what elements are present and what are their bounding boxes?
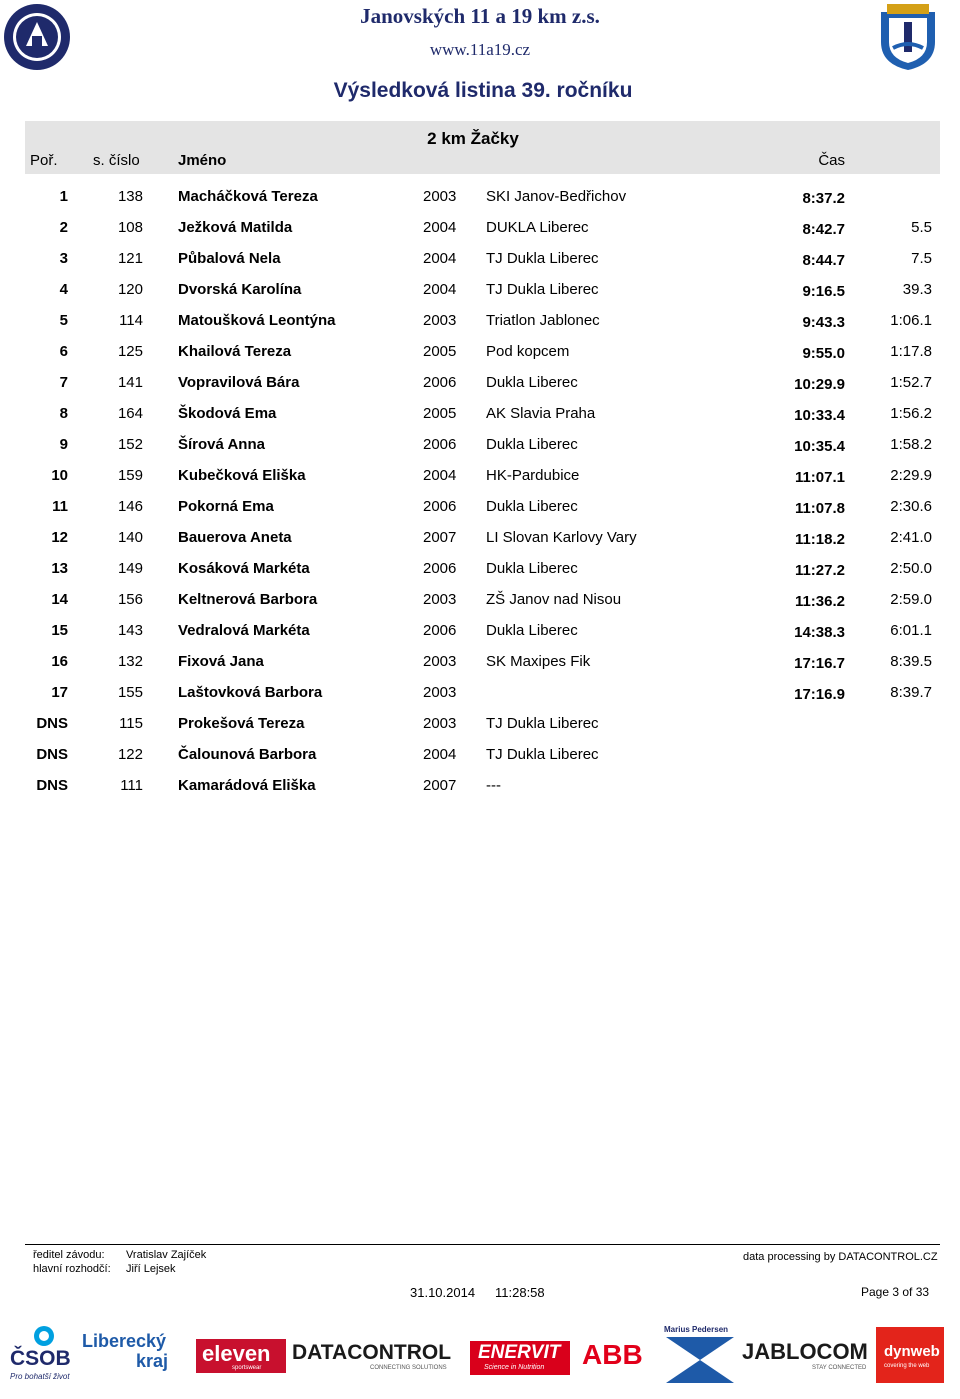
cell-name: Fixová Jana xyxy=(178,653,264,670)
cell-time: 11:07.1 xyxy=(794,469,845,486)
sponsor-eleven xyxy=(196,1325,286,1385)
cell-name: Kosáková Markéta xyxy=(178,560,310,577)
cell-bib: 152 xyxy=(117,436,143,453)
cell-gap: 1:06.1 xyxy=(890,312,932,329)
cell-bib: 164 xyxy=(117,405,143,422)
cell-rank: DNS xyxy=(36,715,68,732)
column-header-time: Čas xyxy=(818,152,845,169)
cell-bib: 156 xyxy=(117,591,143,608)
table-row xyxy=(0,211,960,242)
cell-gap: 1:52.7 xyxy=(890,374,932,391)
cell-name: Matoušková Leontýna xyxy=(178,312,336,329)
cell-bib: 108 xyxy=(117,219,143,236)
column-header-bib: s. číslo xyxy=(93,152,140,169)
cell-gap: 5.5 xyxy=(911,219,932,236)
sponsor-jablocom-name: JABLOCOM xyxy=(742,1339,868,1364)
cell-gap: 2:50.0 xyxy=(890,560,932,577)
sponsor-enervit-name: ENERVIT xyxy=(478,1342,561,1363)
table-row xyxy=(0,273,960,304)
cell-time: 11:18.2 xyxy=(794,531,845,548)
cell-bib: 121 xyxy=(117,250,143,267)
sponsor-enervit xyxy=(470,1325,570,1385)
cell-club: TJ Dukla Liberec xyxy=(486,281,599,298)
cell-gap: 6:01.1 xyxy=(890,622,932,639)
cell-bib: 141 xyxy=(117,374,143,391)
table-row xyxy=(0,614,960,645)
cell-year: 2005 xyxy=(423,343,457,360)
cell-time: 10:33.4 xyxy=(794,407,845,424)
data-processing-credit: data processing by DATACONTROL.CZ xyxy=(743,1251,938,1263)
race-director-label: ředitel závodu: xyxy=(33,1249,105,1261)
sponsor-jablocom xyxy=(742,1325,870,1385)
sponsor-marius-name: Marius Pedersen xyxy=(664,1325,729,1334)
table-row xyxy=(0,428,960,459)
cell-name: Bauerova Aneta xyxy=(178,529,292,546)
sponsor-datacontrol-sub: CONNECTING SOLUTIONS xyxy=(370,1365,447,1371)
cell-bib: 122 xyxy=(117,746,143,763)
cell-time: 8:37.2 xyxy=(802,190,845,207)
table-row xyxy=(0,180,960,211)
column-header-rank: Poř. xyxy=(30,152,58,169)
cell-time: 9:43.3 xyxy=(802,314,845,331)
table-row xyxy=(0,335,960,366)
cell-time: 11:07.8 xyxy=(794,500,845,517)
print-date: 31.10.2014 xyxy=(410,1285,476,1300)
cell-gap: 8:39.7 xyxy=(890,684,932,701)
cell-year: 2003 xyxy=(423,684,457,701)
cell-bib: 114 xyxy=(119,312,143,329)
sponsor-datacontrol-name: DATACONTROL xyxy=(292,1341,452,1364)
cell-year: 2003 xyxy=(423,591,457,608)
cell-club: DUKLA Liberec xyxy=(486,219,589,236)
table-row xyxy=(0,304,960,335)
cell-year: 2004 xyxy=(423,250,457,267)
cell-year: 2004 xyxy=(423,219,457,236)
cell-time: 10:35.4 xyxy=(794,438,845,455)
cell-club: Dukla Liberec xyxy=(486,498,578,515)
footer-divider xyxy=(25,1244,940,1245)
sponsor-marius-pedersen xyxy=(664,1325,736,1385)
sponsor-abb-name: ABB xyxy=(582,1339,643,1370)
cell-club: Dukla Liberec xyxy=(486,560,578,577)
chief-referee-name: Jiří Lejsek xyxy=(126,1263,176,1275)
cell-year: 2007 xyxy=(423,777,457,794)
cell-name: Khailová Tereza xyxy=(178,343,292,360)
cell-club: ZŠ Janov nad Nisou xyxy=(486,591,622,608)
cell-bib: 120 xyxy=(117,281,143,298)
cell-rank: 10 xyxy=(51,467,68,484)
table-row xyxy=(0,707,960,738)
cell-year: 2006 xyxy=(423,436,457,453)
sponsor-liberecky-line1: Liberecký xyxy=(82,1331,167,1351)
cell-time: 17:16.9 xyxy=(794,686,845,703)
cell-year: 2005 xyxy=(423,405,457,422)
table-row xyxy=(0,242,960,273)
cell-name: Vedralová Markéta xyxy=(178,622,310,639)
cell-club: AK Slavia Praha xyxy=(486,405,596,422)
race-category: 2 km Žačky xyxy=(427,129,519,148)
cell-year: 2006 xyxy=(423,622,457,639)
cell-club: TJ Dukla Liberec xyxy=(486,250,599,267)
cell-rank: 8 xyxy=(59,405,68,422)
cell-rank: 1 xyxy=(59,188,68,205)
cell-year: 2007 xyxy=(423,529,457,546)
cell-gap: 2:30.6 xyxy=(890,498,932,515)
sponsor-dynweb xyxy=(876,1325,944,1385)
cell-rank: DNS xyxy=(36,746,68,763)
race-director-name: Vratislav Zajíček xyxy=(126,1249,207,1261)
cell-bib: 143 xyxy=(117,622,143,639)
cell-gap: 2:59.0 xyxy=(890,591,932,608)
cell-rank: 16 xyxy=(51,653,68,670)
cell-name: Macháčková Tereza xyxy=(178,188,318,205)
cell-name: Dvorská Karolína xyxy=(178,281,302,298)
cell-time: 17:16.7 xyxy=(794,655,845,672)
sponsor-jablocom-sub: STAY CONNECTED xyxy=(812,1365,867,1371)
cell-year: 2003 xyxy=(423,715,457,732)
cell-year: 2006 xyxy=(423,374,457,391)
sponsor-dynweb-name: dynweb xyxy=(884,1343,940,1360)
cell-year: 2003 xyxy=(423,312,457,329)
organization-website: www.11a19.cz xyxy=(429,40,531,59)
cell-rank: 14 xyxy=(51,591,68,608)
cell-club: TJ Dukla Liberec xyxy=(486,715,599,732)
cell-time: 11:27.2 xyxy=(794,562,845,579)
cell-rank: DNS xyxy=(36,777,68,794)
cell-name: Pokorná Ema xyxy=(178,498,274,515)
sponsor-eleven-name: eleven xyxy=(202,1341,271,1366)
cell-year: 2003 xyxy=(423,653,457,670)
cell-time: 9:55.0 xyxy=(802,345,845,362)
cell-name: Keltnerová Barbora xyxy=(178,591,318,608)
cell-bib: 138 xyxy=(117,188,143,205)
cell-name: Půbalová Nela xyxy=(178,250,281,267)
cell-rank: 12 xyxy=(51,529,68,546)
cell-year: 2004 xyxy=(423,281,457,298)
page-number: Page 3 of 33 xyxy=(861,1285,930,1299)
cell-rank: 2 xyxy=(59,219,68,236)
table-row xyxy=(0,459,960,490)
cell-rank: 17 xyxy=(51,684,68,701)
cell-time: 8:42.7 xyxy=(802,221,845,238)
cell-time: 9:16.5 xyxy=(802,283,845,300)
cell-time: 14:38.3 xyxy=(794,624,845,641)
cell-gap: 39.3 xyxy=(902,281,932,298)
cell-rank: 4 xyxy=(59,281,68,298)
cell-gap: 2:29.9 xyxy=(890,467,932,484)
cell-name: Šírová Anna xyxy=(178,436,265,453)
cell-bib: 115 xyxy=(119,715,143,732)
cell-name: Ježková Matilda xyxy=(178,219,293,236)
cell-club: Triatlon Jablonec xyxy=(486,312,600,329)
sponsor-csob-tagline: Pro bohatší život xyxy=(10,1372,70,1381)
sponsor-csob-name: ČSOB xyxy=(10,1347,71,1370)
cell-time: 11:36.2 xyxy=(794,593,845,610)
cell-club: Dukla Liberec xyxy=(486,436,578,453)
cell-bib: 140 xyxy=(117,529,143,546)
cell-gap: 8:39.5 xyxy=(890,653,932,670)
table-row xyxy=(0,645,960,676)
cell-name: Škodová Ema xyxy=(178,405,277,422)
chief-referee-label: hlavní rozhodčí: xyxy=(33,1263,111,1275)
cell-club: SKI Janov-Bedřichov xyxy=(486,188,627,205)
cell-gap: 1:17.8 xyxy=(890,343,932,360)
cell-club: HK-Pardubice xyxy=(486,467,580,484)
cell-bib: 125 xyxy=(117,343,143,360)
table-row xyxy=(0,552,960,583)
cell-bib: 132 xyxy=(117,653,143,670)
cell-rank: 13 xyxy=(51,560,68,577)
cell-name: Kubečková Eliška xyxy=(178,467,306,484)
cell-club: LI Slovan Karlovy Vary xyxy=(486,529,637,546)
sponsor-datacontrol xyxy=(292,1325,464,1385)
cell-gap: 1:58.2 xyxy=(890,436,932,453)
sponsor-liberecky-line2: kraj xyxy=(136,1351,169,1371)
table-row xyxy=(0,676,960,707)
sponsor-dynweb-sub: covering the web xyxy=(884,1363,930,1369)
table-row xyxy=(0,397,960,428)
cell-name: Kamarádová Eliška xyxy=(178,777,316,794)
table-row xyxy=(0,583,960,614)
cell-gap: 7.5 xyxy=(911,250,932,267)
cell-rank: 11 xyxy=(52,498,68,515)
cell-name: Čalounová Barbora xyxy=(178,746,317,763)
table-row xyxy=(0,738,960,769)
column-header-name: Jméno xyxy=(178,152,227,169)
sponsor-abb xyxy=(580,1325,654,1385)
sponsor-eleven-sub: sportswear xyxy=(232,1365,262,1371)
cell-gap: 1:56.2 xyxy=(890,405,932,422)
cell-club: Pod kopcem xyxy=(486,343,570,360)
table-row xyxy=(0,521,960,552)
cell-rank: 9 xyxy=(59,436,68,453)
print-time: 11:28:58 xyxy=(495,1285,545,1300)
cell-bib: 149 xyxy=(117,560,143,577)
sponsor-liberecky-kraj xyxy=(82,1325,192,1385)
cell-club: TJ Dukla Liberec xyxy=(486,746,599,763)
cell-year: 2003 xyxy=(423,188,457,205)
cell-name: Laštovková Barbora xyxy=(178,684,323,701)
cell-name: Prokešová Tereza xyxy=(178,715,305,732)
cell-rank: 3 xyxy=(59,250,68,267)
cell-gap: 2:41.0 xyxy=(890,529,932,546)
cell-time: 8:44.7 xyxy=(802,252,845,269)
table-row xyxy=(0,490,960,521)
cell-bib: 159 xyxy=(117,467,143,484)
cell-rank: 15 xyxy=(51,622,68,639)
cell-year: 2006 xyxy=(423,560,457,577)
cell-bib: 155 xyxy=(117,684,143,701)
cell-bib: 111 xyxy=(120,777,143,794)
cell-rank: 5 xyxy=(59,312,68,329)
document-title: Výsledková listina 39. ročníku xyxy=(333,79,633,102)
cell-year: 2004 xyxy=(423,746,457,763)
cell-year: 2004 xyxy=(423,467,457,484)
cell-club: SK Maxipes Fik xyxy=(486,653,591,670)
cell-club: Dukla Liberec xyxy=(486,374,578,391)
organization-name: Janovských 11 a 19 km z.s. xyxy=(360,4,600,28)
cell-time: 10:29.9 xyxy=(794,376,845,393)
sponsor-enervit-sub: Science in Nutrition xyxy=(484,1364,545,1371)
cell-club: Dukla Liberec xyxy=(486,622,578,639)
cell-rank: 7 xyxy=(59,374,68,391)
cell-bib: 146 xyxy=(117,498,143,515)
cell-club: --- xyxy=(486,777,501,794)
cell-year: 2006 xyxy=(423,498,457,515)
sponsor-csob xyxy=(8,1325,78,1385)
table-row xyxy=(0,769,960,800)
cell-rank: 6 xyxy=(59,343,68,360)
cell-name: Vopravilová Bára xyxy=(178,374,300,391)
table-row xyxy=(0,366,960,397)
